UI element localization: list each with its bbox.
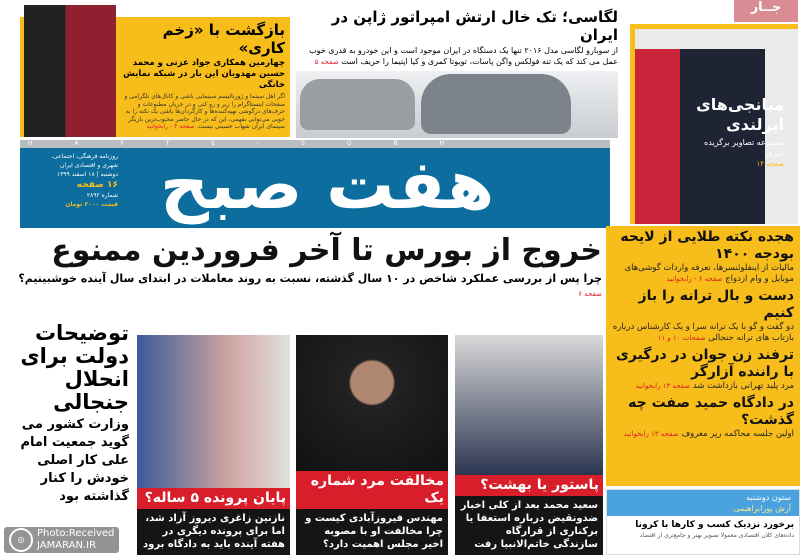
newspaper-logo: هفت صبح [160,146,495,225]
cars-story[interactable] [296,8,618,138]
gallery-subtitle: مجموعه تصاویر برگزیده خبری [704,138,784,158]
issue-date: دوشنبه | ۱۸ اسفند ۱۳۹۹ [56,171,118,178]
right-story[interactable] [612,347,794,392]
issue-number: شماره ۲۸۹۲ [86,192,118,199]
top-left-story[interactable] [20,17,290,137]
section-tag: جــار [734,0,798,22]
jamaran-logo: ◎ [9,528,33,552]
main-headline: خروج از بورس تا آخر فروردین ممنوع [51,233,602,268]
story-text-block [119,21,285,131]
story-text: سعید محمد بعد از کلی اخبار ضدونقیض درباره استعفا یا برکناری از قرارگاه سازندگی خاتم‌الانبیا رفت [460,500,598,550]
watermark-credit: Photo:Received [37,528,115,539]
watermark-site: JAMARAN.IR [37,540,97,551]
page-ref: صفحه ۶ - رابخوانید [666,275,723,283]
masthead-info [28,152,118,209]
masthead [20,148,610,228]
page-ref: صفحه ۱۳ رابخوانید [623,430,679,438]
car-silver [421,74,571,134]
story-body: اگر اهل سینما و ژورنالیسم سینمایی باشی و کانال‌های تلگرامی و صفحات اینستاگرام را زیر و رو کنی و در جریان مطبوعات و حرف‌های درگوشی تهیه‌کننده‌ها و کارگردان‌ها باشی یک نکته را به خوبی می‌توانی بفهمی، این که در حال حاضر محبوب‌ترین بازیگر سینمای ایران شهاب حسینی نیست. [124,93,285,130]
right-story[interactable] [612,288,794,344]
story-photo [137,335,290,488]
story-title: در دادگاه حمید صفت چه گذشت؟ [628,395,794,428]
story-body: مرد پلید تهرانی بازداشت شد [692,381,794,391]
left-column-story[interactable] [0,322,133,506]
story-label: مخالفت مرد شماره یک [296,471,448,509]
page-ref: صفحه ۵ [314,58,339,66]
cars-title: لگاسی؛ تک خال ارتش امپراتور ژاپن در ایران [331,8,618,44]
right-story[interactable] [612,229,794,285]
main-story[interactable] [18,232,602,301]
photo-story[interactable] [455,335,603,555]
story-title: ترفند زن جوان در درگیری با راننده آزارگر [616,347,794,380]
masthead-line: شهری و اقتصادی ایران [60,162,118,169]
watermark [4,527,119,553]
cars-photo [296,71,618,138]
column-header [607,490,799,516]
story-body: مالیات از اینفلوئنسرها، تعرفه واردات گوشی‌های موبایل و وام ازدواج [624,263,794,284]
car-gray [300,79,415,130]
story-title: بازگشت با «زخم کاری» [162,21,285,57]
page-ref: صفحه ۱۳ رابخوانید [635,382,691,390]
page-ref: صفحه ۱۴ [756,160,784,168]
story-title: دست و بال ترانه را باز کنیم [638,288,794,321]
story-body: وزارت کشور می گوید جمعیت امام علی کار اصلی خودش را کنار گذاشته بود [20,417,129,504]
column-body: داده‌های کلان اقتصادی معمولا تصویر بهتر و جامع‌تری از اقتصاد [639,532,794,539]
story-body: اولین جلسه محاکمه رپر معروف [681,429,794,439]
gallery-title: میانجی‌های ایرلندی [696,95,784,134]
story-photo [24,5,116,137]
photo-frame[interactable] [630,24,798,224]
page-ref: صفحه ۶ [578,290,602,298]
column-box[interactable] [606,489,800,555]
page-count: ۱۶ صفحه [76,180,118,190]
story-text: مهندس فیروزآبادی کیست و چرا مخالفت او با مصوبه اخیر مجلس اهمیت دارد؟ [305,513,443,550]
page-ref: صفحه ۴ - رابخوانید [146,123,195,130]
right-story[interactable] [612,395,794,440]
story-photo [296,335,448,471]
story-body: دو گفت و گو با یک ترانه سرا و یک کارشناس درباره بازتاب های ترانه جنجالی [612,322,794,343]
cars-body: از سوبارو لگاسی مدل ۲۰۱۶ تنها یک دستگاه در ایران موجود است و این خودرو به قدری خوب عمل می کند که یک تنه فولکس واگن پاسات، تویوتا کمری و کیا اپتیما را حریف است [309,46,618,66]
main-subhead: چرا پس از بررسی عملکرد شاخص در ۱۰ سال گذشته، نسبت به روند معاملات در ابتدای سال آینده خوشبینیم؟ [18,272,602,285]
column-author: آرش پورابراهیمی [733,504,791,513]
story-photo [455,335,603,475]
story-label: پایان پرونده ۵ ساله؟ [137,488,290,509]
column-kicker: ستون دوشنبه [746,493,791,502]
story-text: نازنین زاغری دیروز آزاد شد، اما برای پرونده دیگری در هفته آینده باید به دادگاه برود [143,513,285,550]
gallery-text [684,95,784,169]
story-title: هجده نکته طلایی از لایحه بودجه ۱۴۰۰ [620,229,794,262]
column-title: برخورد نزدیک کسب و کارها با کرونا [635,520,794,530]
photo-story[interactable] [296,335,448,555]
masthead-strip: H A F T E - S O B H [20,140,610,148]
story-title: توضیحات دولت برای انحلال جنجالی [20,321,129,414]
price: قیمت ۲۰۰۰ تومان [65,201,118,208]
page-ref: صفحات ۱۰ و ۱۱ [657,334,706,342]
story-subtitle: چهارمین همکاری جواد عزتی و محمد حسین مهدویان این بار در شبکه نمایش خانگی [123,58,285,90]
story-label: پاستور یا بهشت؟ [455,475,603,496]
right-column [606,226,800,486]
masthead-line: روزنامه فرهنگی، اجتماعی، [51,153,118,160]
photo-story[interactable] [137,335,290,555]
